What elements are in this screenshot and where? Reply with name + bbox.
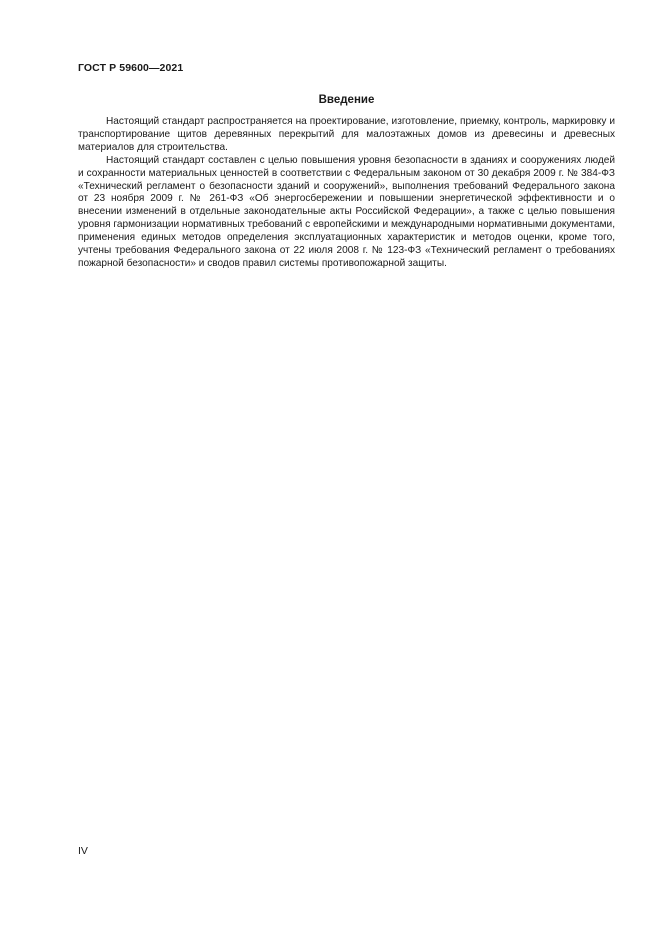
paragraph-purpose: Настоящий стандарт составлен с целью повышения уровня безопасности в зданиях и сооружениях людей и сохранности материальных ценностей в соответствии с Федеральным законом от 30 декабря 2009 г. № 384-ФЗ «Технический регламент о безопасности зданий и сооружений», выполнения требований Федерального закона от 23 ноября 2009 г. № 261-ФЗ «Об энергосбережении и повышении энергетической эффективности и о внесении изменений в отдельные законодательные акты Российской Федерации», а также с целью повышения уровня гармонизации нормативных требований с европейскими и международными нормативными документами, применения единых методов определения эксплуатационных характеристик и методов оценки, кроме того, учтены требования Федерального закона от 22 июля 2008 г. № 123-ФЗ «Технический регламент о требованиях пожарной безопасности» и сводов правил системы противопожарной защиты. (78, 154, 615, 269)
introduction-body (78, 116, 615, 271)
page-number: IV (78, 845, 88, 857)
paragraph-scope: Настоящий стандарт распространяется на проектирование, изготовление, приемку, контроль, маркировку и транспортирование щитов деревянных перекрытий для малоэтажных домов из древесины и древесных материалов для строительства. (78, 116, 615, 153)
document-code-header: ГОСТ Р 59600—2021 (78, 62, 184, 74)
section-title: Введение (318, 94, 375, 106)
